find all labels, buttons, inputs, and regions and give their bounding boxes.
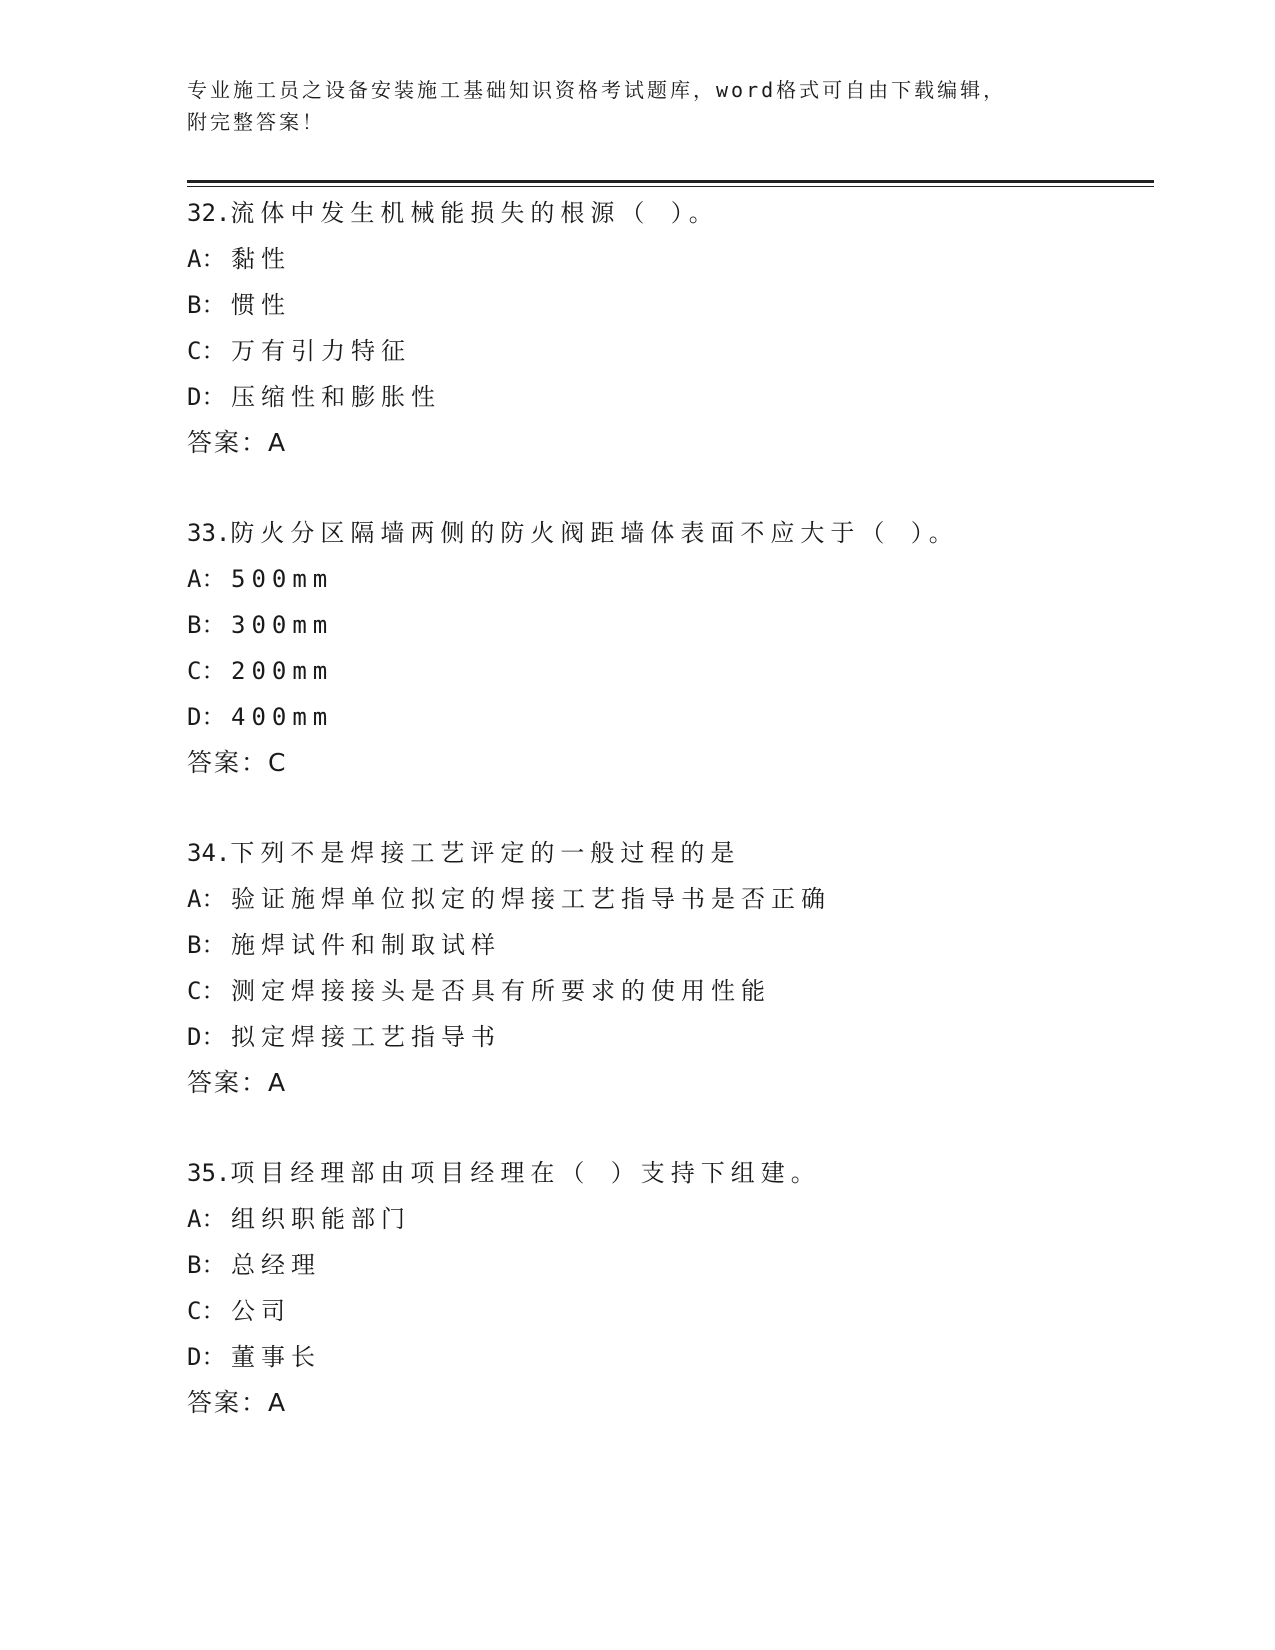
option-key: A： [187, 885, 226, 913]
option-key: B： [187, 611, 226, 639]
question-text: 下列不是焊接工艺评定的一般过程的是 [230, 839, 741, 867]
option-text: 万有引力特征 [231, 337, 411, 365]
option-text: 300mm [231, 611, 334, 639]
option-key: D： [187, 383, 226, 411]
option-text: 施焊试件和制取试样 [231, 931, 501, 959]
option-text: 惯性 [231, 291, 291, 319]
option-key: D： [187, 1343, 226, 1371]
header-line-1: 专业施工员之设备安装施工基础知识资格考试题库，word格式可自由下载编辑， [187, 78, 1007, 102]
question-35 [187, 1150, 1147, 1470]
option-key: B： [187, 931, 226, 959]
question-stem [187, 510, 1147, 556]
option-key: C： [187, 977, 226, 1005]
option-key: A： [187, 565, 226, 593]
option-key: B： [187, 291, 226, 319]
option-a [187, 556, 1147, 602]
option-text: 400mm [231, 703, 334, 731]
option-text: 压缩性和膨胀性 [231, 383, 441, 411]
option-text: 验证施焊单位拟定的焊接工艺指导书是否正确 [231, 885, 831, 913]
option-text: 黏性 [231, 245, 291, 273]
option-text: 测定焊接接头是否具有所要求的使用性能 [231, 977, 771, 1005]
document-header [187, 74, 1087, 138]
answer-line: 答案：A [187, 428, 288, 457]
question-stem [187, 190, 1147, 236]
answer-line: 答案：C [187, 748, 288, 777]
question-stem [187, 1150, 1147, 1196]
option-d [187, 374, 1147, 420]
question-number: 34. [187, 839, 231, 867]
header-divider-thick [187, 180, 1154, 183]
option-key: D： [187, 1023, 226, 1051]
question-number: 32. [187, 199, 231, 227]
option-text: 组织职能部门 [231, 1205, 411, 1233]
option-b [187, 1242, 1147, 1288]
option-c [187, 328, 1147, 374]
answer-line: 答案：A [187, 1388, 288, 1417]
question-text: 项目经理部由项目经理在（ ）支持下组建。 [230, 1159, 821, 1187]
option-d [187, 1334, 1147, 1380]
option-key: B： [187, 1251, 226, 1279]
question-34 [187, 830, 1147, 1150]
option-text: 董事长 [231, 1343, 321, 1371]
option-d [187, 1014, 1147, 1060]
option-key: C： [187, 337, 226, 365]
option-text: 500mm [231, 565, 334, 593]
answer-line: 答案：A [187, 1068, 288, 1097]
option-key: C： [187, 657, 226, 685]
option-key: D： [187, 703, 226, 731]
option-text: 总经理 [231, 1251, 321, 1279]
question-list [187, 190, 1147, 1470]
option-b [187, 602, 1147, 648]
option-a [187, 1196, 1147, 1242]
option-d [187, 694, 1147, 740]
question-32 [187, 190, 1147, 510]
option-key: C： [187, 1297, 226, 1325]
option-a [187, 236, 1147, 282]
question-text: 流体中发生机械能损失的根源（ ）。 [230, 199, 719, 227]
question-number: 35. [187, 1159, 231, 1187]
option-c [187, 1288, 1147, 1334]
question-text: 防火分区隔墙两侧的防火阀距墙体表面不应大于（ ）。 [230, 519, 959, 547]
option-c [187, 648, 1147, 694]
question-number: 33. [187, 519, 231, 547]
header-line-2: 附完整答案！ [187, 110, 325, 134]
option-text: 公司 [231, 1297, 291, 1325]
option-text: 200mm [231, 657, 334, 685]
option-text: 拟定焊接工艺指导书 [231, 1023, 501, 1051]
question-33 [187, 510, 1147, 830]
option-a [187, 876, 1147, 922]
option-key: A： [187, 245, 226, 273]
option-b [187, 922, 1147, 968]
header-divider-thin [187, 186, 1154, 187]
option-key: A： [187, 1205, 226, 1233]
question-stem [187, 830, 1147, 876]
option-c [187, 968, 1147, 1014]
option-b [187, 282, 1147, 328]
